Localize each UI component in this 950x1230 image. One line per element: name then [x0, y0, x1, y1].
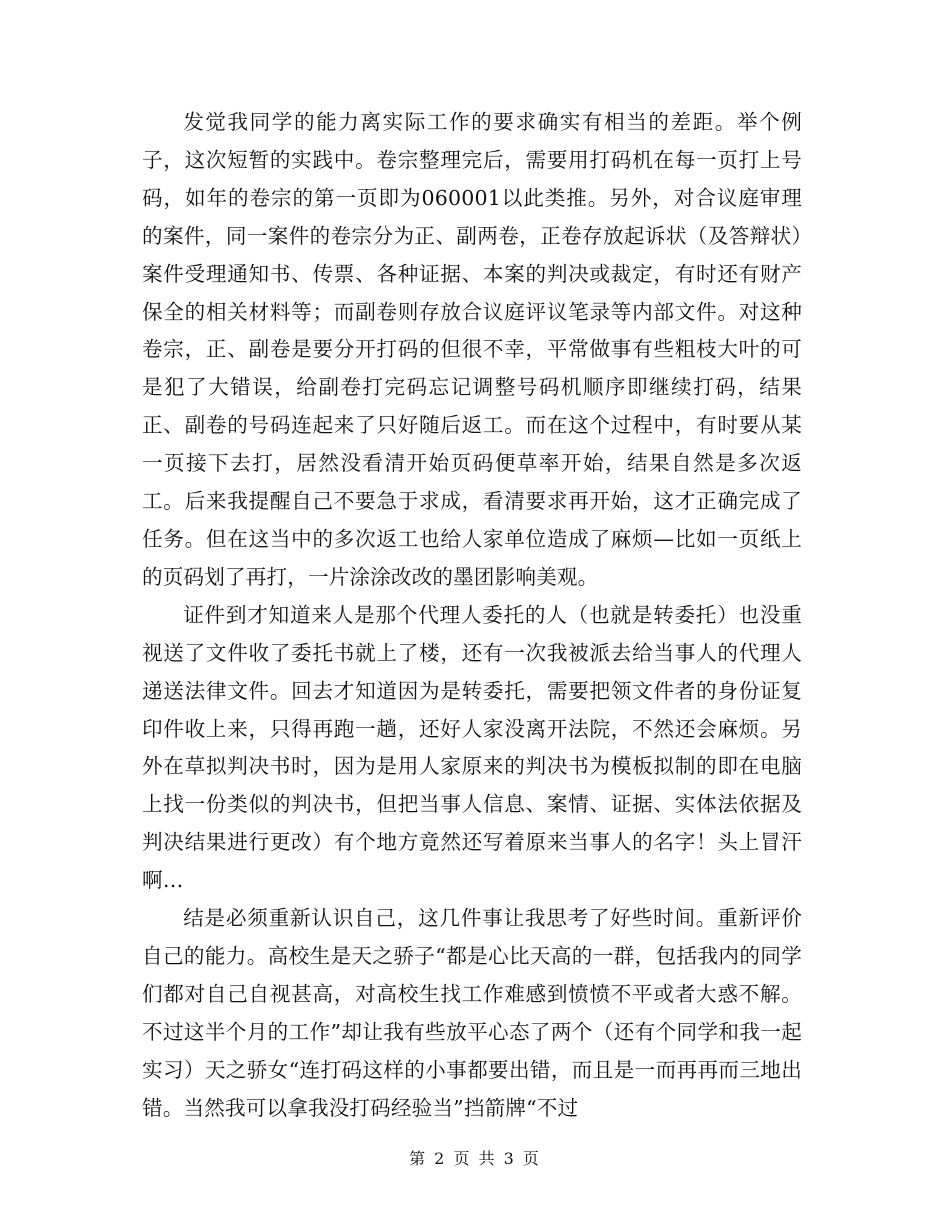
document-body — [142, 104, 802, 1127]
paragraph-2: 证件到才知道来人是那个代理人委托的人（也就是转委托）也没重视送了文件收了委托书就上了楼，还有一次我被派去给当事人的代理人递送法律文件。回去才知道因为是转委托，需要把领文件者的身份证复印件收上来，只得再跑一趟，还好人家没离开法院，不然还会麻烦。另外在草拟判决书时，因为是用人家原来的判决书为模板拟制的即在电脑上找一份类似的判决书，但把当事人信息、案情、证据、实体法依据及判决结果进行更改）有个地方竟然还写着原来当事人的名字！头上冒汗啊… — [142, 602, 802, 893]
paragraph-3: 结是必须重新认识自己，这几件事让我思考了好些时间。重新评价自己的能力。高校生是天之骄子“都是心比天高的一群，包括我内的同学们都对自己自视甚高，对高校生找工作难感到愤愤不平或者大惑不解。不过这半个月的工作”却让我有些放平心态了两个（还有个同学和我一起实习）天之骄女“连打码这样的小事都要出错，而且是一而再再而三地出错。当然我可以拿我没打码经验当”挡箭牌“不过 — [142, 906, 802, 1120]
paragraph-1: 发觉我同学的能力离实际工作的要求确实有相当的差距。举个例子，这次短暂的实践中。卷宗整理完后，需要用打码机在每一页打上号码，如年的卷宗的第一页即为060001以此类推。另外，对合议庭审理的案件，同一案件的卷宗分为正、副两卷，正卷存放起诉状（及答辩状）案件受理通知书、传票、各种证据、本案的判决或裁定，有时还有财产保全的相关材料等；而副卷则存放合议庭评议笔录等内部文件。对这种卷宗，正、副卷是要分开打码的但很不幸，平常做事有些粗枝大叶的可是犯了大错误，给副卷打完码忘记调整号码机顺序即继续打码，结果正、副卷的号码连起来了只好随后返工。而在这个过程中，有时要从某一页接下去打，居然没看清开始页码便草率开始，结果自然是多次返工。后来我提醒自己不要急于求成，看清要求再开始，这才正确完成了任务。但在这当中的多次返工也给人家单位造成了麻烦—比如一页纸上的页码划了再打，一片涂涂改改的墨团影响美观。 — [142, 110, 802, 589]
page-footer: 第 2 页 共 3 页 — [409, 1149, 541, 1168]
